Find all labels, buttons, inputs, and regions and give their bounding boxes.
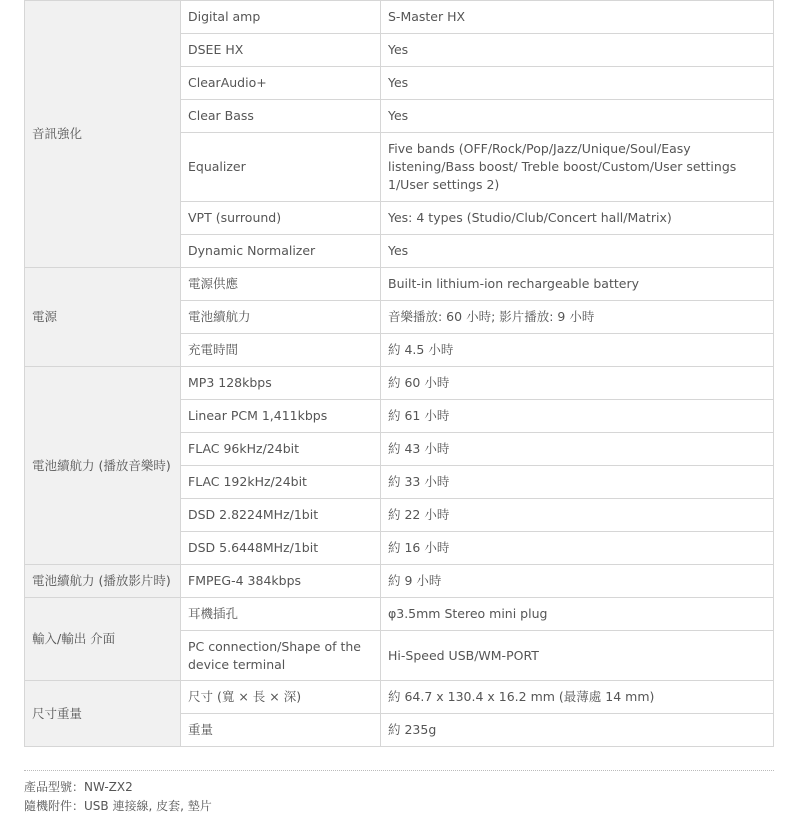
spec-label: 電源供應 — [181, 268, 381, 301]
category-cell: 輸入/輸出 介面 — [25, 598, 181, 681]
spec-label: DSD 2.8224MHz/1bit — [181, 499, 381, 532]
spec-label: DSD 5.6448MHz/1bit — [181, 532, 381, 565]
category-cell: 電池續航力 (播放影片時) — [25, 565, 181, 598]
spec-value: 約 235g — [381, 714, 774, 747]
table-row — [25, 598, 774, 631]
spec-label: Digital amp — [181, 1, 381, 34]
spec-label: PC connection/Shape of the device terminal — [181, 631, 381, 681]
category-cell: 電池續航力 (播放音樂時) — [25, 367, 181, 565]
spec-value: φ3.5mm Stereo mini plug — [381, 598, 774, 631]
spec-label: FMPEG-4 384kbps — [181, 565, 381, 598]
accessories-list: 隨機附件：USB 連接線, 皮套, 墊片 — [24, 799, 212, 813]
spec-label: 充電時間 — [181, 334, 381, 367]
spec-label: Linear PCM 1,411kbps — [181, 400, 381, 433]
table-row — [25, 565, 774, 598]
spec-value: 約 43 小時 — [381, 433, 774, 466]
spec-label: VPT (surround) — [181, 202, 381, 235]
spec-label: 重量 — [181, 714, 381, 747]
spec-label: FLAC 96kHz/24bit — [181, 433, 381, 466]
spec-label: Clear Bass — [181, 100, 381, 133]
table-row — [25, 367, 774, 400]
spec-label: ClearAudio+ — [181, 67, 381, 100]
spec-value: Yes — [381, 67, 774, 100]
table-row — [25, 681, 774, 714]
table-row — [25, 1, 774, 34]
spec-value: 約 16 小時 — [381, 532, 774, 565]
category-cell: 電源 — [25, 268, 181, 367]
spec-value: Yes — [381, 34, 774, 67]
spec-value: S-Master HX — [381, 1, 774, 34]
spec-value: 約 61 小時 — [381, 400, 774, 433]
spec-value: 約 33 小時 — [381, 466, 774, 499]
spec-value: Five bands (OFF/Rock/Pop/Jazz/Unique/Soul/Easy listening/Bass boost/ Treble boost/Custom/User settings 1/User settings 2) — [381, 133, 774, 202]
table-row — [25, 268, 774, 301]
spec-value: Yes: 4 types (Studio/Club/Concert hall/Matrix) — [381, 202, 774, 235]
spec-value: Yes — [381, 235, 774, 268]
spec-label: MP3 128kbps — [181, 367, 381, 400]
spec-label: 尺寸 (寬 × 長 × 深) — [181, 681, 381, 714]
spec-label: Dynamic Normalizer — [181, 235, 381, 268]
spec-label: 電池續航力 — [181, 301, 381, 334]
spec-value: 約 60 小時 — [381, 367, 774, 400]
spec-value: Hi-Speed USB/WM-PORT — [381, 631, 774, 681]
spec-table-body — [25, 1, 774, 747]
model-number: 產品型號：NW-ZX2 — [24, 780, 133, 794]
spec-label: DSEE HX — [181, 34, 381, 67]
spec-label: Equalizer — [181, 133, 381, 202]
spec-value: 約 64.7 x 130.4 x 16.2 mm (最薄處 14 mm) — [381, 681, 774, 714]
category-cell: 音訊強化 — [25, 1, 181, 268]
spec-value: 音樂播放: 60 小時; 影片播放: 9 小時 — [381, 301, 774, 334]
spec-label: 耳機插孔 — [181, 598, 381, 631]
product-footer — [24, 770, 774, 816]
spec-value: Built-in lithium-ion rechargeable battery — [381, 268, 774, 301]
spec-value: Yes — [381, 100, 774, 133]
category-cell: 尺寸重量 — [25, 681, 181, 747]
spec-value: 約 9 小時 — [381, 565, 774, 598]
spec-label: FLAC 192kHz/24bit — [181, 466, 381, 499]
spec-value: 約 22 小時 — [381, 499, 774, 532]
spec-value: 約 4.5 小時 — [381, 334, 774, 367]
spec-table — [24, 0, 774, 747]
